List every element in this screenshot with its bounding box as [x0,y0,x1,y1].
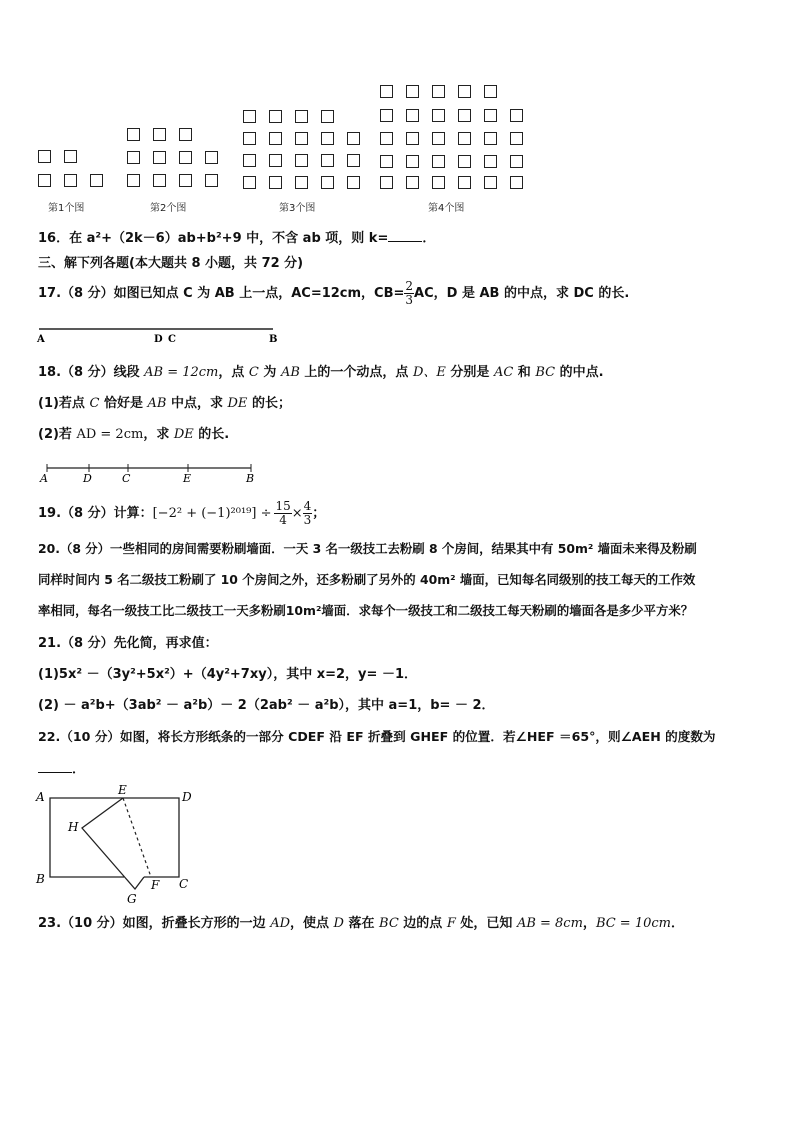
segment-figure-18 [35,460,265,486]
square [127,174,140,187]
square [321,154,334,167]
point-label-c: C [168,334,176,345]
square [484,155,497,168]
point-label-b: B [246,472,255,485]
square [205,151,218,164]
rectangle-outline [50,798,124,877]
math-expr: D、E [412,365,446,380]
square [458,109,471,122]
math-expr: AD = 2cm [76,427,144,442]
square [380,176,393,189]
question-19 [38,497,325,531]
square [432,155,445,168]
question-23 [38,915,684,933]
square [295,176,308,189]
square [406,109,419,122]
text: 恰好是 [99,396,148,411]
square [484,85,497,98]
question-17 [38,280,629,308]
square [347,132,360,145]
text: 分别是 [445,365,494,380]
text: (1)若点 [38,396,90,411]
square [321,176,334,189]
math-expr: AC [493,365,514,380]
segment-figure-17 [35,322,285,346]
text: (2)若 [38,427,77,442]
square [406,155,419,168]
square [432,132,445,145]
question-17-text: 17.（8 分）如图已知点 C 为 AB 上一点，AC=12cm，CB= [38,286,405,301]
point-label-d: D [83,472,92,485]
square [179,174,192,187]
figure-caption: 第1个图 [48,203,85,214]
point-label-a: A [37,334,45,345]
square [127,151,140,164]
text: ，求 [143,427,174,442]
fraction [404,280,414,307]
square [380,132,393,145]
point-label-e: E [183,472,192,485]
math-expr: BC = 10cm [595,916,671,931]
text: ． [671,916,685,931]
question-21-part-2: (2) － a²b+（3ab² － a²b）－ 2（2ab² － a²b），其中 a=1，b= － 2． [38,698,495,713]
square [510,155,523,168]
label-g: G [127,892,137,906]
math-expr: AB [147,396,167,411]
square [179,151,192,164]
text: 为 [258,365,281,380]
text: 处，已知 [455,916,517,931]
text: 中点，求 [166,396,228,411]
text: 和 [513,365,536,380]
point-label-d: D [154,334,163,345]
question-20-line-2: 同样时间内 5 名二级技工粉刷了 10 个房间之外，还多粉刷了另外的 40m² 墙面，已知每名同级别的技工每天的工作效 [38,572,696,587]
square [127,128,140,141]
square [321,132,334,145]
square [269,176,282,189]
math-expr: AD [270,916,290,931]
squares-pattern-figure [30,80,525,215]
fraction-numerator: 2 [405,279,414,293]
question-20-line-3: 率相同，每名一级技工比二级技工一天多粉刷10m²墙面．求每个一级技工和二级技工每天粉刷的墙面各是多少平方米？ [38,603,694,618]
figure-caption: 第2个图 [150,203,187,214]
math-expr: F [446,916,456,931]
text: ，使点 [290,916,334,931]
fraction-numerator: 15 [275,499,291,513]
question-18 [38,364,604,382]
square [510,109,523,122]
question-16-text: 16．在 a²+（2k－6）ab+b²+9 中，不含 ab 项，则 k= [38,231,389,246]
square [380,155,393,168]
text: ； [312,506,326,521]
fraction [303,500,313,527]
label-d: D [182,790,192,804]
square [269,110,282,123]
text: 的中点. [555,365,604,380]
square [269,132,282,145]
label-h: H [68,820,79,834]
square [458,85,471,98]
label-e: E [118,785,127,797]
answer-blank[interactable] [38,760,72,773]
square [406,176,419,189]
square [90,174,103,187]
math-expr: AB = 8cm [516,916,583,931]
square [243,110,256,123]
math-expr: BC [535,365,556,380]
math-expr: [−2² + (−1)²⁰¹⁹] ÷ [152,506,272,521]
folding-figure-22 [30,785,210,910]
math-expr: D [333,916,344,931]
math-expr: DE [173,427,194,442]
square [295,132,308,145]
square [243,132,256,145]
point-label-a: A [40,472,48,485]
question-22-line-1: 22.（10 分）如图，将长方形纸条的一部分 CDEF 沿 EF 折叠到 GHEF 的位置．若∠HEF ＝65°，则∠AEH 的度数为 [38,729,716,744]
answer-blank[interactable] [388,229,422,242]
square [484,176,497,189]
text: 的长. [193,427,230,442]
section-heading: 三、解下列各题(本大题共 8 小题，共 72 分) [38,256,304,271]
text: 18.（8 分）线段 [38,365,145,380]
square [458,176,471,189]
square [38,174,51,187]
text: ． [72,762,86,777]
text: ， [582,916,596,931]
label-f: F [151,878,160,892]
math-expr: BC [379,916,399,931]
square [510,132,523,145]
figure-caption: 第3个图 [279,203,316,214]
square [432,109,445,122]
math-expr: AB [280,365,300,380]
square [295,154,308,167]
point-label-b: B [269,334,278,345]
fraction-denominator: 4 [279,513,287,527]
question-20-line-1: 20.（8 分）一些相同的房间需要粉刷墙面．一天 3 名一级技工去粉刷 8 个房间，结果其中有 50m² 墙面未来得及粉刷 [38,541,697,556]
square [406,132,419,145]
label-c: C [179,877,189,891]
fraction-denominator: 3 [405,293,414,307]
fraction [274,500,291,527]
square [295,110,308,123]
math-expr: × [291,506,303,521]
square [432,85,445,98]
label-b: B [36,872,45,886]
square [510,176,523,189]
square [153,128,166,141]
square [243,154,256,167]
question-16-suffix: ． [422,231,436,246]
question-16 [38,229,435,248]
square [458,132,471,145]
question-22-line-2 [38,760,85,779]
square [243,176,256,189]
square [64,174,77,187]
square [347,154,360,167]
text: 边的点 [398,916,447,931]
square [269,154,282,167]
math-expr: C [89,396,100,411]
text: 的长； [247,396,291,411]
question-18-part-1 [38,395,291,413]
text: 落在 [343,916,380,931]
label-a: A [36,790,45,804]
question-18-part-2 [38,426,229,444]
fraction-denominator: 3 [303,513,312,527]
square [380,109,393,122]
square [38,150,51,163]
text: 上的一个动点，点 [299,365,413,380]
text: 23.（10 分）如图，折叠长方形的一边 [38,916,271,931]
square [205,174,218,187]
math-expr: DE [227,396,248,411]
square [380,85,393,98]
square [347,176,360,189]
question-21-title: 21.（8 分）先化简，再求值： [38,636,218,651]
square [406,85,419,98]
square [179,128,192,141]
figure-caption: 第4个图 [428,203,465,214]
square [321,110,334,123]
square [432,176,445,189]
square [484,109,497,122]
text: ，点 [218,365,249,380]
question-19-text: 19.（8 分）计算： [38,506,153,521]
point-label-c: C [122,472,131,485]
folded-part [82,798,144,889]
question-17-suffix: AC，D 是 AB 的中点，求 DC 的长. [414,286,630,301]
question-21-part-1: (1)5x² －（3y²+5x²）+（4y²+7xy），其中 x=2，y= －1． [38,667,417,682]
fraction-numerator: 4 [303,499,312,513]
square [153,174,166,187]
square [484,132,497,145]
rectangle-right [123,798,179,877]
square [153,151,166,164]
math-expr: AB = 12cm [144,365,219,380]
fold-line-ef [123,798,151,877]
square [458,155,471,168]
math-expr: C [248,365,259,380]
square [64,150,77,163]
